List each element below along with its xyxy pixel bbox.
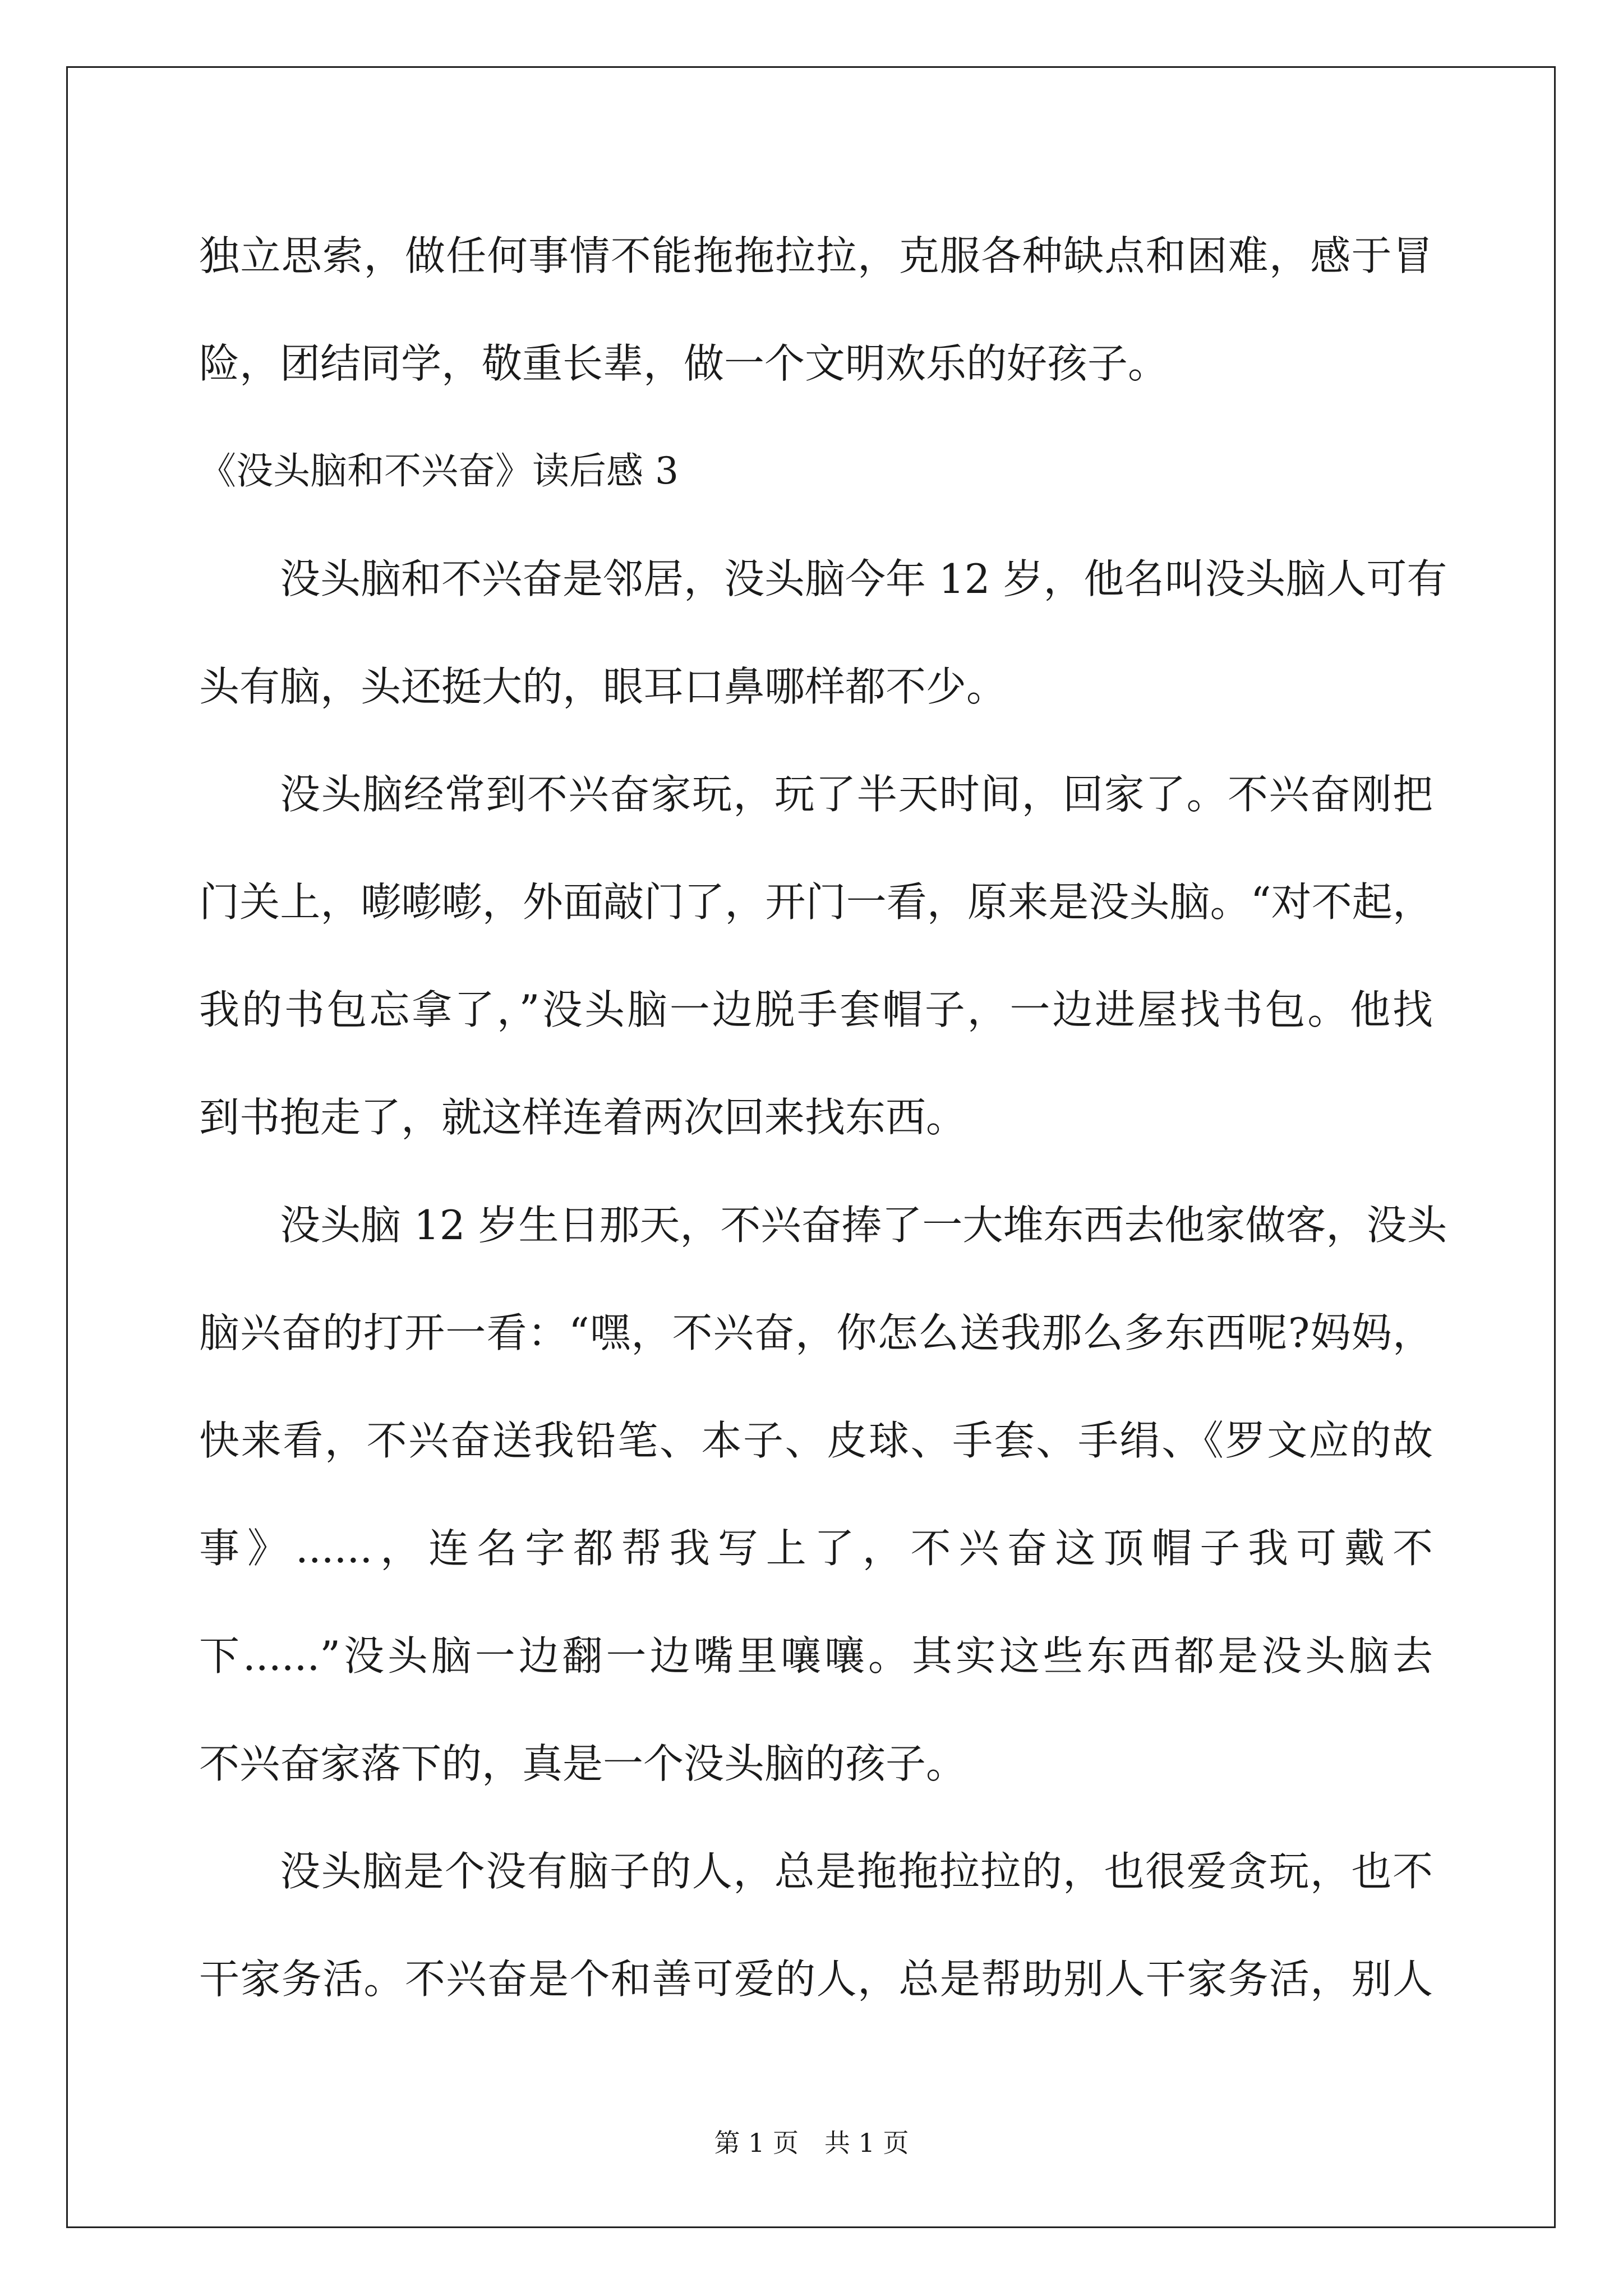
text-line: 快来看，不兴奋送我铅笔、本子、皮球、手套、手绢、《罗文应的故 xyxy=(199,1417,1433,1464)
page-number-footer: 第 1 页 共 1 页 xyxy=(714,2128,909,2158)
text-line: 险，团结同学，敬重长辈，做一个文明欢乐的好孩子。 xyxy=(199,340,1169,387)
text-line: 我的书包忘拿了，”没头脑一边脱手套帽子，一边进屋找书包。他找 xyxy=(199,986,1433,1033)
text-line: 事》......，连名字都帮我写上了，不兴奋这顶帽子我可戴不 xyxy=(199,1525,1433,1572)
text-line: 到书抱走了，就这样连着两次回来找东西。 xyxy=(199,1094,967,1141)
text-line: 不兴奋家落下的，真是一个没头脑的孩子。 xyxy=(199,1740,967,1787)
text-line: 下......”没头脑一边翻一边嘴里嚷嚷。其实这些东西都是没头脑去 xyxy=(199,1632,1433,1680)
text-line: 门关上，嘭嘭嘭，外面敲门了，开门一看，原来是没头脑。“对不起， xyxy=(199,878,1433,926)
section-heading: 《没头脑和不兴奋》读后感 3 xyxy=(199,449,679,493)
document-body xyxy=(199,202,1447,2033)
text-line: 独立思索，做任何事情不能拖拖拉拉，克服各种缺点和困难，感于冒 xyxy=(199,232,1433,279)
text-line: 脑兴奋的打开一看：“嘿，不兴奋，你怎么送我那么多东西呢?妈妈， xyxy=(199,1309,1433,1356)
text-line: 没头脑和不兴奋是邻居，没头脑今年 12 岁，他名叫没头脑人可有 xyxy=(280,555,1447,602)
text-line: 没头脑 12 岁生日那天，不兴奋捧了一大堆东西去他家做客，没头 xyxy=(280,1202,1447,1249)
text-line: 没头脑经常到不兴奋家玩，玩了半天时间，回家了。不兴奋刚把 xyxy=(280,771,1433,818)
text-line: 没头脑是个没有脑子的人，总是拖拖拉拉的，也很爱贪玩，也不 xyxy=(280,1848,1433,1895)
text-line: 头有脑，头还挺大的，眼耳口鼻哪样都不少。 xyxy=(199,663,1007,710)
text-line: 干家务活。不兴奋是个和善可爱的人，总是帮助别人干家务活，别人 xyxy=(199,1955,1433,2003)
